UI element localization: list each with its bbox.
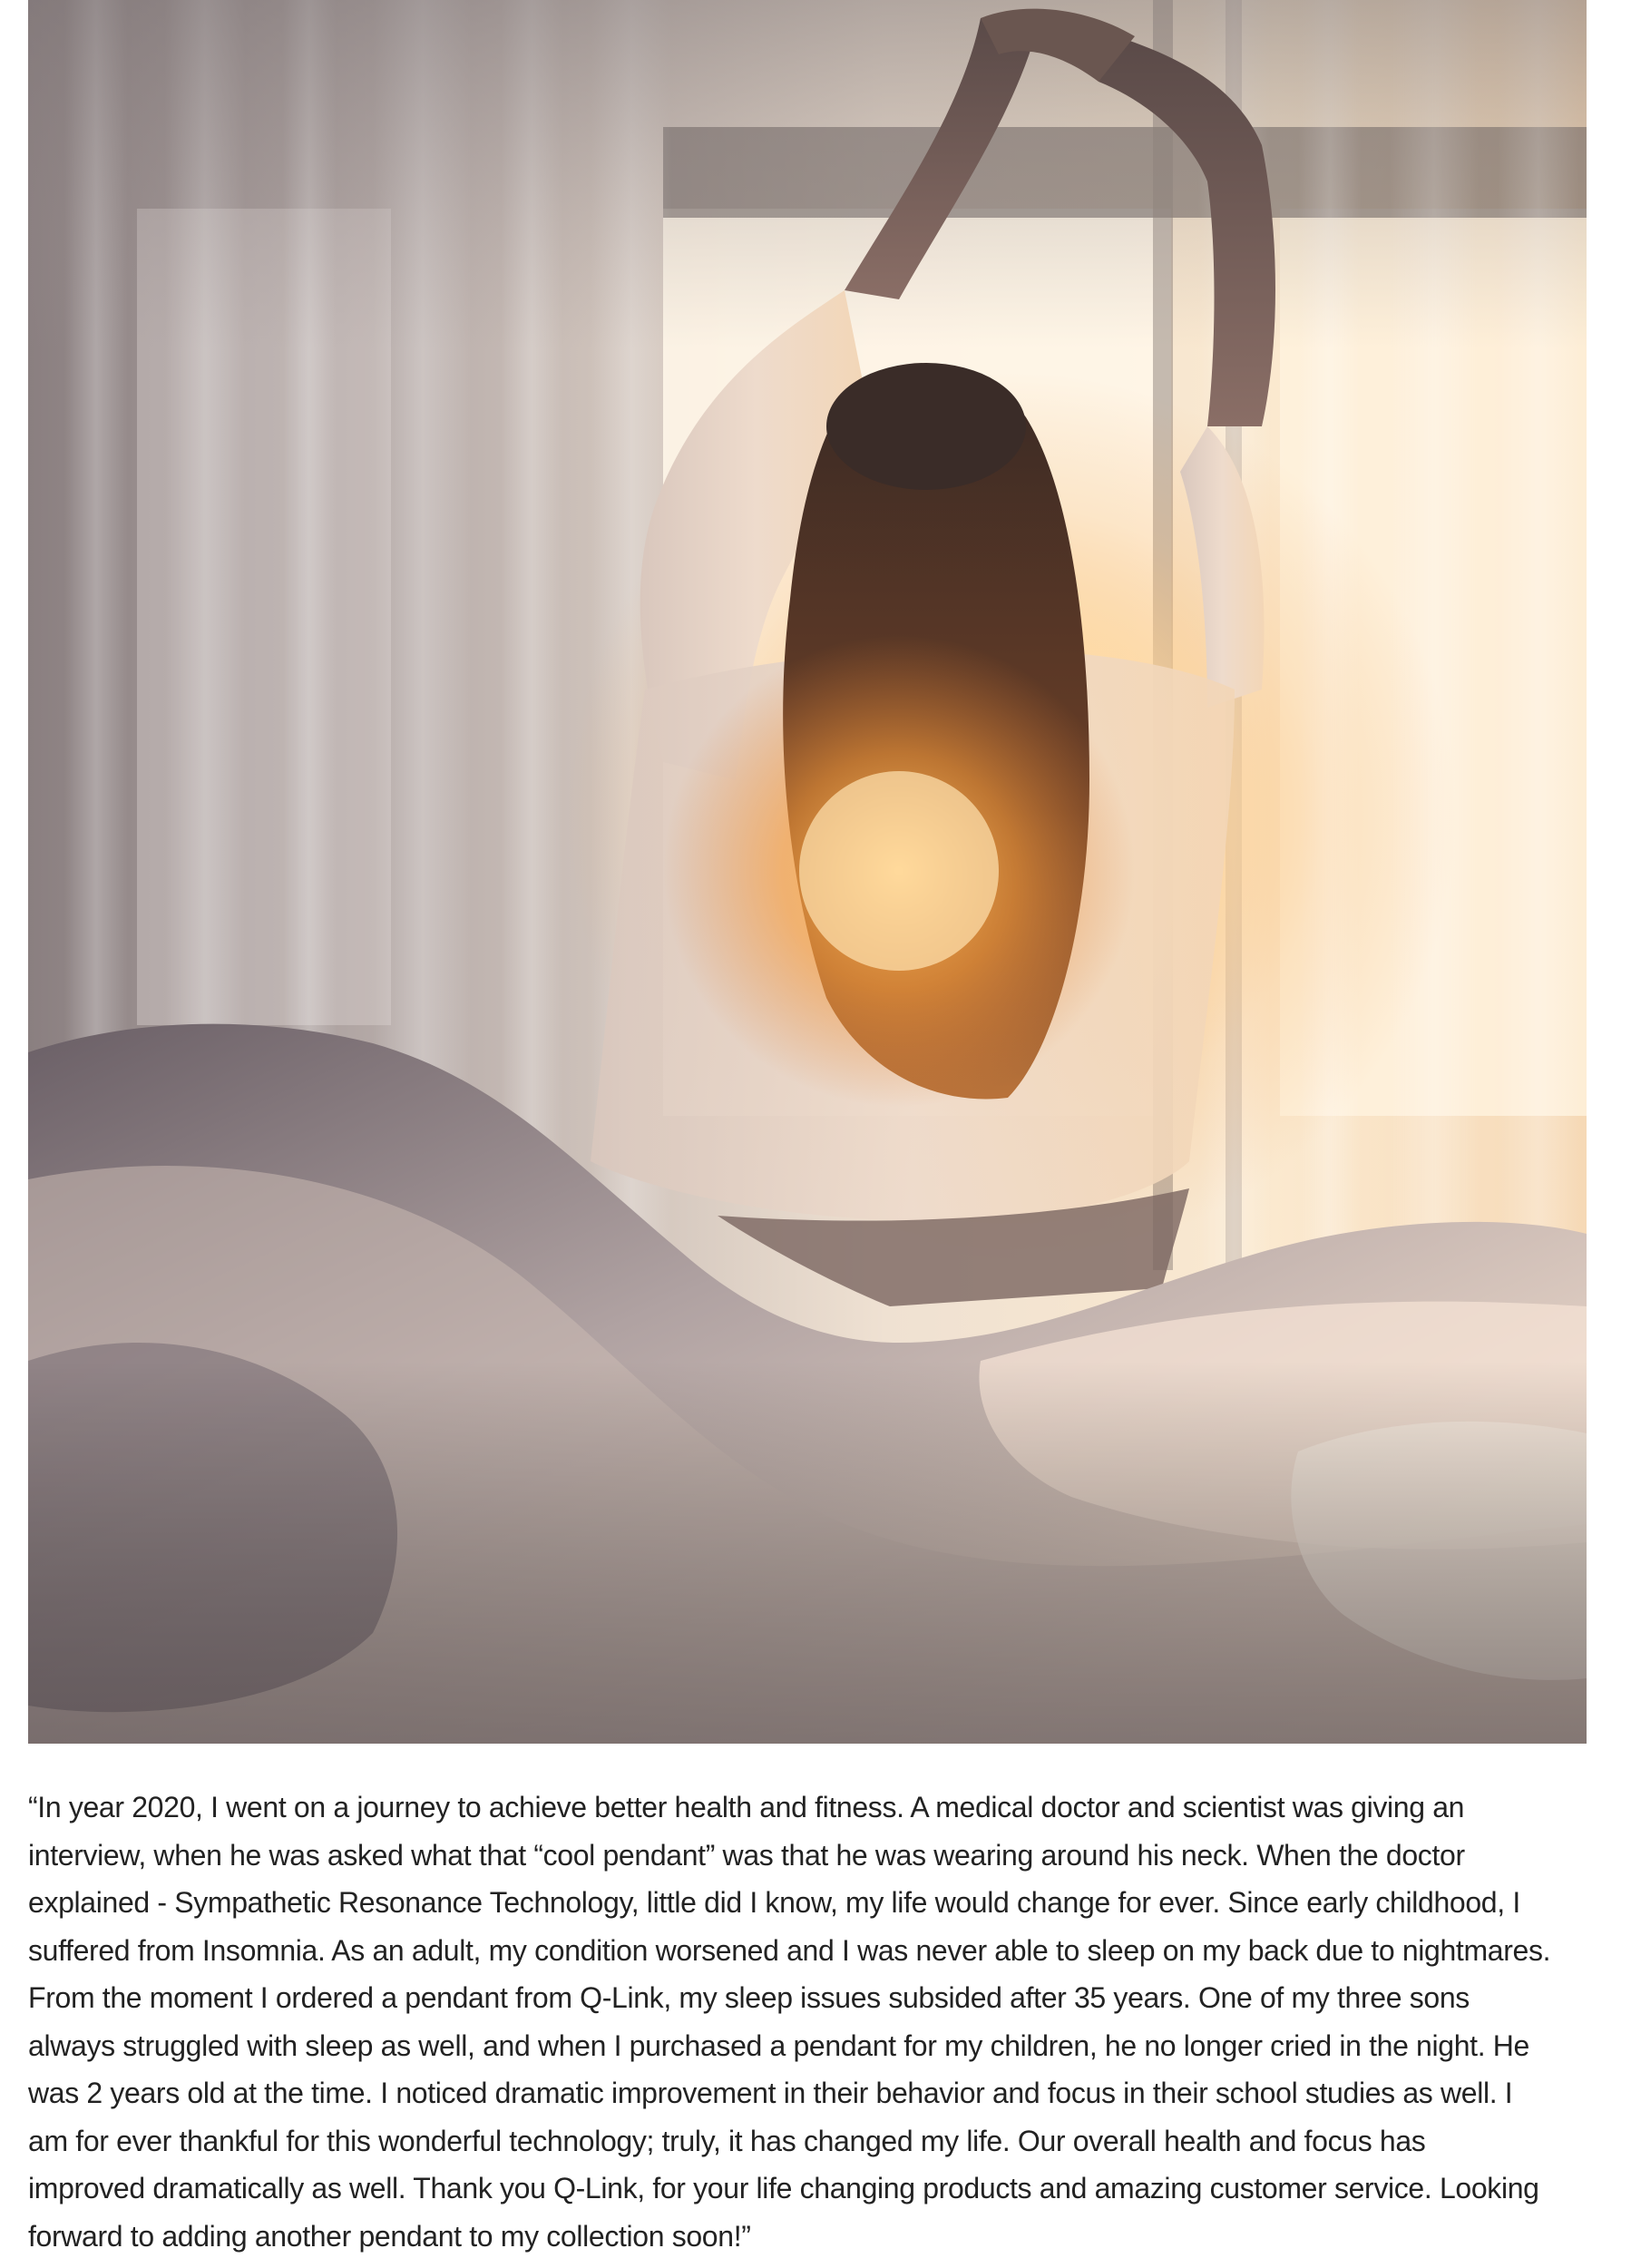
- testimonial-line: am for ever thankful for this wonderful technology; truly, it has changed my life. Our overall health and focus has: [28, 2124, 1426, 2157]
- testimonial-line: forward to adding another pendant to my collection soon!”: [28, 2219, 751, 2253]
- testimonial-line: always struggled with sleep as well, and when I purchased a pendant for my children, he no longer cried in the night. He: [28, 2028, 1529, 2062]
- testimonial-line: “In year 2020, I went on a journey to achieve better health and fitness. A medical doctor and scientist was giving an: [28, 1791, 1465, 1823]
- hero-photo: [28, 0, 1587, 1744]
- testimonial-line: was 2 years old at the time. I noticed dramatic improvement in their behavior and focus in their school studies as well. I: [28, 2077, 1513, 2109]
- woman-stretching-at-window-photo: [28, 0, 1587, 1744]
- testimonial-line: explained - Sympathetic Resonance Technology, little did I know, my life would change for ever. Since early childhood, I: [28, 1886, 1520, 1919]
- testimonial-line: From the moment I ordered a pendant from Q-Link, my sleep issues subsided after 35 years. One of my three sons: [28, 1981, 1470, 2014]
- testimonial-quote: [28, 1784, 1594, 2260]
- testimonial-line: interview, when he was asked what that “cool pendant” was that he was wearing around his neck. When the doctor: [28, 1838, 1465, 1872]
- testimonial-line: suffered from Insomnia. As an adult, my condition worsened and I was never able to sleep on my back due to nightmares.: [28, 1933, 1551, 1967]
- testimonial-line: improved dramatically as well. Thank you Q-Link, for your life changing products and amazing customer service. Looking: [28, 2172, 1539, 2204]
